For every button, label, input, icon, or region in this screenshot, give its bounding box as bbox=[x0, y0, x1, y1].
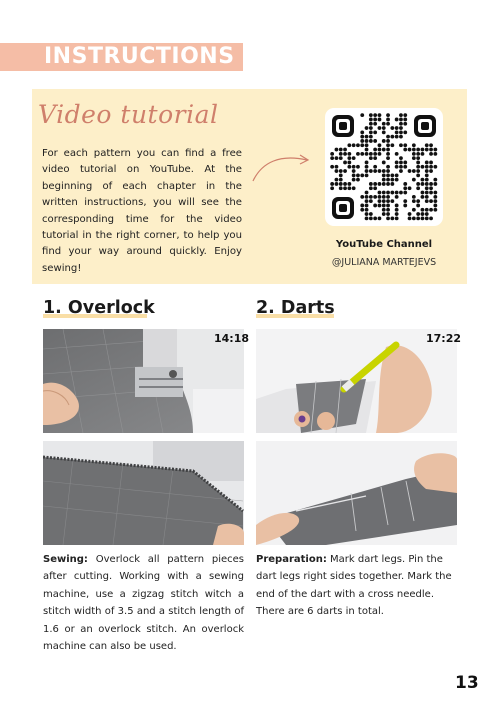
overlock-instructions bbox=[43, 551, 244, 655]
darts-instructions bbox=[256, 551, 457, 621]
darts-body: Mark dart legs. Pin the dart legs right sides together. Mark the end of the dart with a cross needle. There are 6 darts in total. bbox=[256, 554, 452, 618]
darts-lead: Preparation: bbox=[256, 554, 327, 565]
overlock-body: Overlock all pattern pieces after cutting. Working with a sewing machine, use a zigzag stitch witch a stitch width of 3.5 and a stitch length of 1.6 or an overlock stitch. An overlock machine can also be used. bbox=[43, 554, 244, 653]
arrow-right-icon bbox=[250, 148, 312, 184]
overlock-lead: Sewing: bbox=[43, 554, 88, 565]
page-number: 13 bbox=[455, 673, 479, 693]
video-timestamp: 14:18 bbox=[214, 332, 250, 345]
section-title-overlock: 1. Overlock bbox=[43, 298, 155, 318]
youtube-channel-label: YouTube Channel bbox=[335, 239, 433, 250]
photo-overlocked-edge bbox=[43, 441, 244, 545]
section-title-darts: 2. Darts bbox=[256, 298, 335, 318]
video-timestamp: 17:22 bbox=[426, 332, 462, 345]
qr-code-icon[interactable] bbox=[330, 113, 438, 221]
video-tutorial-text: For each pattern you can find a free video tutorial on YouTube. At the beginning of each chapter in the written instructions, you will see the corresponding time for the video tutorial in the right corner, to help you find your way around quickly. Enjoy sewing! bbox=[42, 148, 242, 274]
video-tutorial-heading: Video tutorial bbox=[38, 100, 219, 129]
photo-pinning-darts bbox=[256, 441, 457, 545]
youtube-channel-handle[interactable]: @JULIANA MARTEJEVS bbox=[331, 257, 437, 268]
page-title: INSTRUCTIONS bbox=[44, 44, 235, 69]
